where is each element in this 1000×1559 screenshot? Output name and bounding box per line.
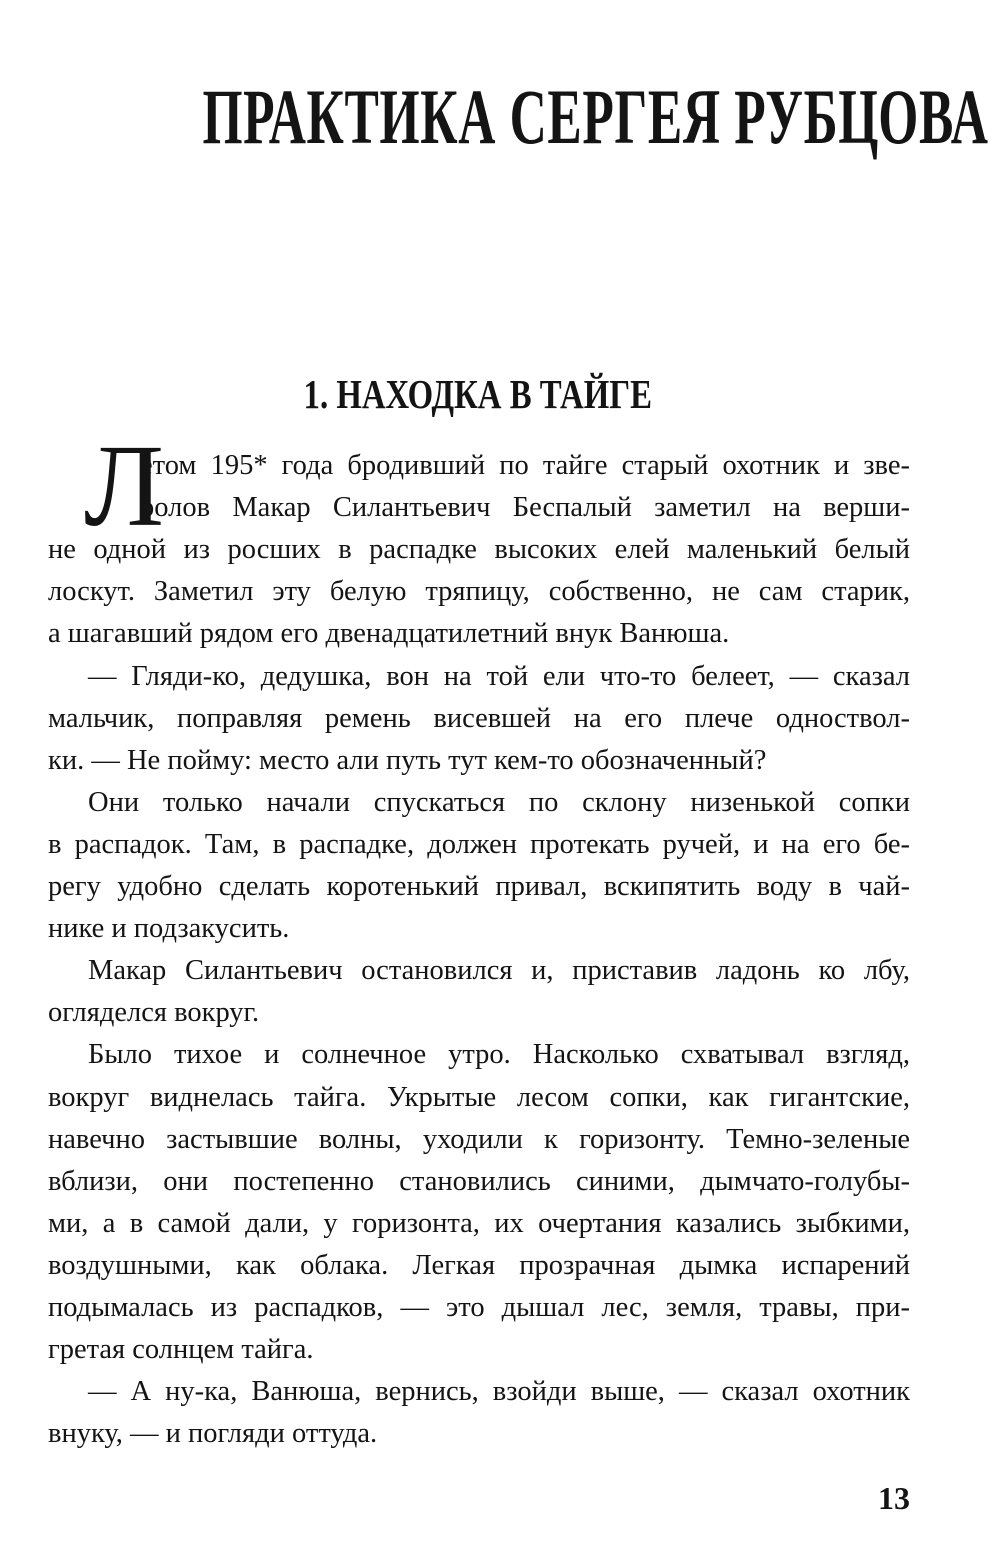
chapter-heading-text: 1. НАХОДКА В ТАЙГЕ: [303, 371, 653, 417]
text-line: ми, а в самой дали, у горизонта, их очертания казались зыбкими,: [48, 1207, 910, 1239]
chapter-heading: [0, 370, 956, 418]
text-line: воздушными, как облака. Легкая прозрачная дымка испарений: [48, 1249, 910, 1281]
text-line: Макар Силантьевич остановился и, приставив ладонь ко лбу,: [88, 955, 910, 987]
text-line: не одной из росших в распадке высоких елей маленький белый: [48, 534, 910, 566]
text-line: лоскут. Заметил эту белую тряпицу, собственно, не сам старик,: [48, 576, 910, 608]
text-line: в распадок. Там, в распадке, должен протекать ручей, и на его бе-: [48, 828, 910, 860]
text-line: навечно застывшие волны, уходили к горизонту. Темно-зеленые: [48, 1123, 910, 1155]
page-number: 13: [878, 1480, 910, 1516]
text-line: Было тихое и солнечное утро. Насколько схватывал взгляд,: [88, 1039, 910, 1071]
page-title-text: ПРАКТИКА СЕРГЕЯ РУБЦОВА: [202, 73, 989, 160]
text-line: — Гляди-ко, дедушка, вон на той ели что-то белеет, — сказал: [88, 660, 910, 692]
text-line: подымалась из распадков, — это дышал лес, земля, травы, при-: [48, 1292, 910, 1323]
text-line: а шагавший рядом его двенадцатилетний внук Ванюша.: [48, 618, 730, 650]
text-line: ки. — Не пойму: место али путь тут кем-то обозначенный?: [48, 744, 767, 776]
drop-cap: Л: [84, 420, 165, 551]
text-line: регу удобно сделать коротенький привал, вскипятить воду в чай-: [48, 871, 910, 902]
text-line: вокруг виднелась тайга. Укрытые лесом сопки, как гигантские,: [48, 1081, 910, 1113]
page-title: [0, 72, 1000, 162]
text-line: внуку, — и погляди оттуда.: [48, 1418, 378, 1450]
text-line: ролов Макар Силантьевич Беспалый заметил на верши-: [140, 492, 910, 524]
text-line: — А ну-ка, Ванюша, вернись, взойди выше, — сказал охотник: [88, 1376, 910, 1408]
text-line: огляделся вокруг.: [48, 997, 260, 1029]
text-line: мальчик, поправляя ремень висевшей на его плече одноствол-: [48, 702, 910, 734]
text-line: Они только начали спускаться по склону низенькой сопки: [88, 786, 910, 818]
text-line: вблизи, они постепенно становились синими, дымчато-голубы-: [48, 1165, 910, 1197]
text-line: гретая солнцем тайга.: [48, 1334, 314, 1366]
text-line: нике и подзакусить.: [48, 913, 290, 945]
text-line: етом 195* года бродивший по тайге старый охотник и зве-: [140, 450, 910, 481]
